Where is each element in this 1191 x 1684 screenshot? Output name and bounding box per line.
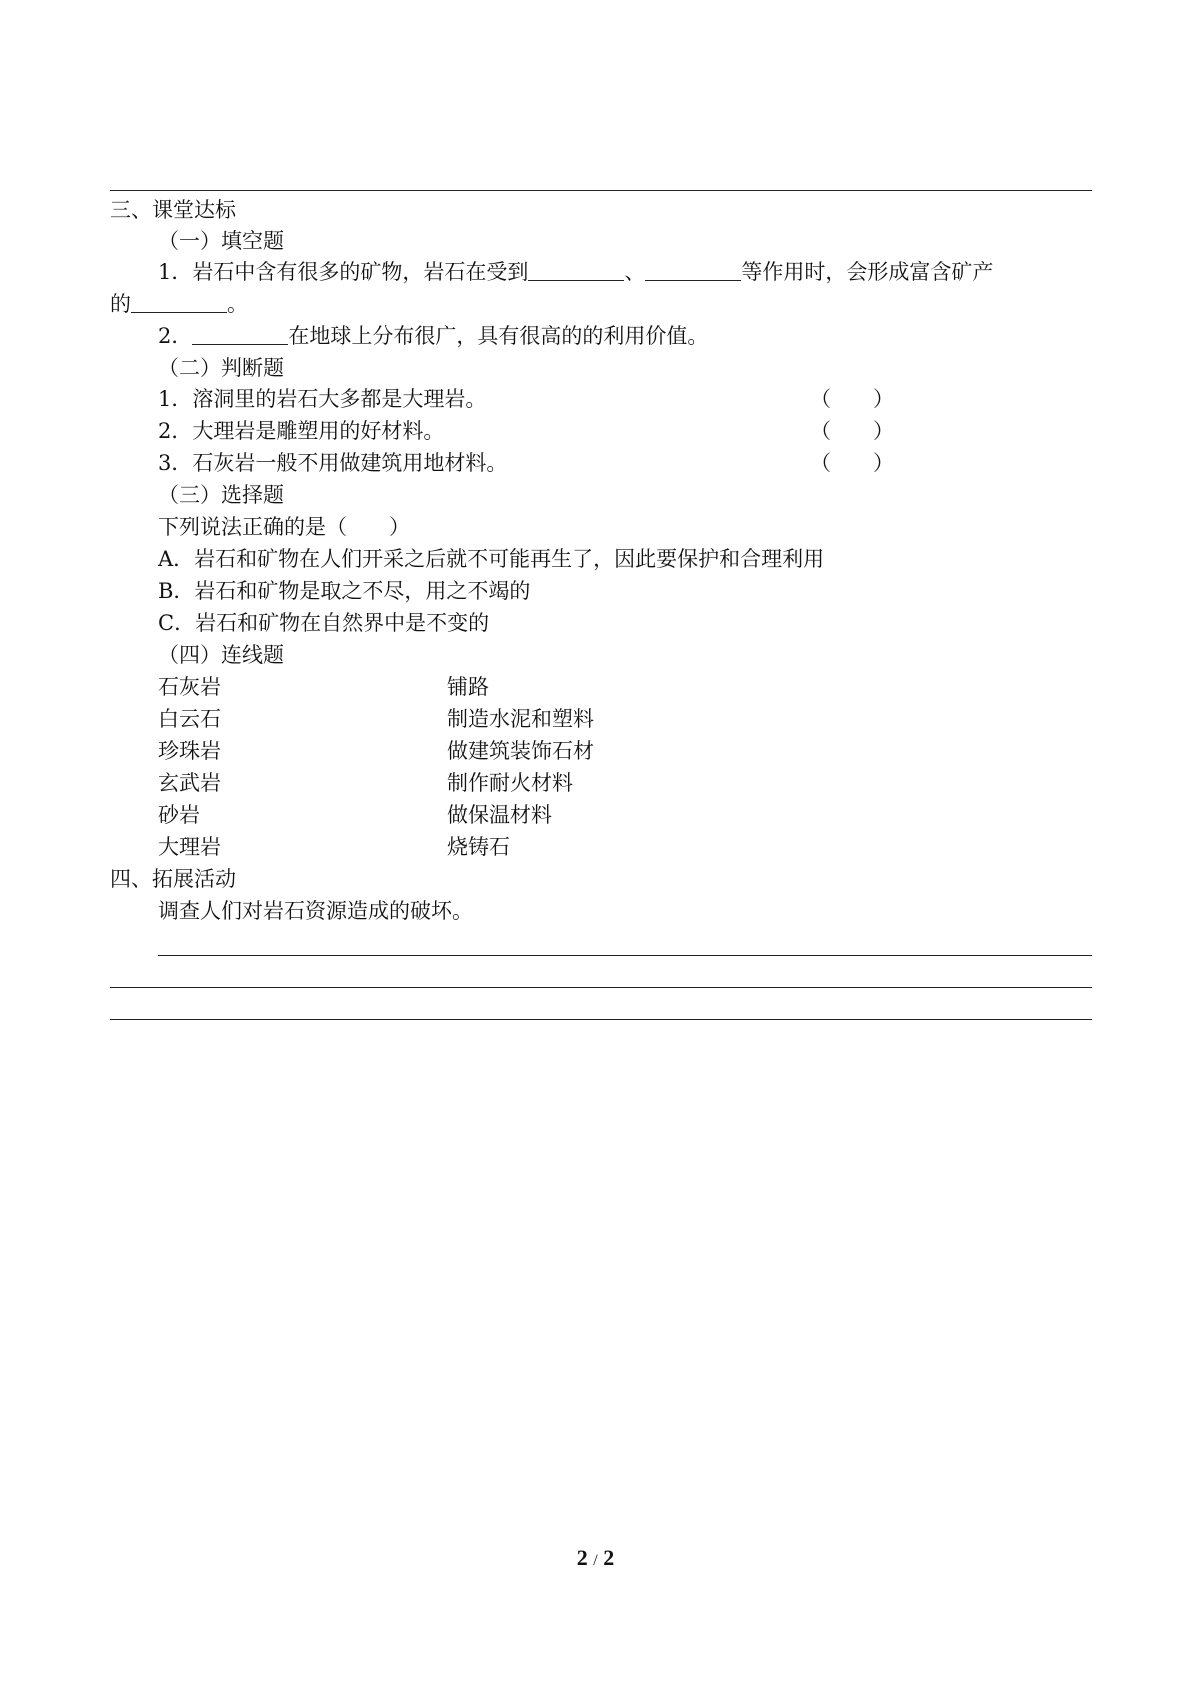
matching-rock: 大理岩 [158,835,221,859]
choice-heading: （三）选择题 [158,483,284,507]
fill-blank-heading: （一）填空题 [158,229,284,253]
fill-question-2 [158,322,708,350]
matching-rock: 砂岩 [158,803,200,827]
fill-q1-text-c: 的 [110,292,131,316]
choice-option-b: B．岩石和矿物是取之不尽，用之不竭的 [158,579,531,603]
answer-paren-1[interactable]: （ ） [810,387,894,411]
answer-paren-2[interactable]: （ ） [810,419,894,443]
fill-q1-blank-2[interactable] [645,258,741,281]
activity-task: 调查人们对岩石资源造成的破坏。 [158,899,473,923]
fill-q1-text-b: 等作用时，会形成富含矿产 [741,260,994,284]
true-false-item-1: 1．溶洞里的岩石大多都是大理岩。 [158,387,487,411]
matching-rock: 珍珠岩 [158,739,221,763]
fill-question-1 [158,258,993,286]
matching-use: 做建筑装饰石材 [447,739,594,763]
fill-q2-text: 在地球上分布很广，具有很高的的利用价值。 [288,324,709,348]
matching-use: 铺路 [447,675,489,699]
answer-line-1[interactable] [158,955,1092,956]
page-separator: / [593,1552,598,1569]
fill-question-1-cont [110,290,248,318]
true-false-heading: （二）判断题 [158,356,284,380]
matching-use: 制作耐火材料 [447,771,573,795]
fill-q2-blank[interactable] [192,322,288,345]
choice-option-a: A．岩石和矿物在人们开采之后就不可能再生了，因此要保护和合理利用 [158,547,825,571]
matching-rock: 白云石 [158,707,221,731]
top-answer-line [110,190,1092,191]
answer-line-3[interactable] [110,1019,1092,1020]
true-false-item-3: 3．石灰岩一般不用做建筑用地材料。 [158,451,508,475]
matching-use: 做保温材料 [447,803,552,827]
answer-paren-3[interactable]: （ ） [810,451,894,475]
total-pages: 2 [603,1545,615,1570]
page-number [0,1545,1191,1571]
answer-line-2[interactable] [110,987,1092,988]
section-3-title: 三、课堂达标 [110,198,236,222]
fill-q1-text-d: 。 [227,292,248,316]
fill-q1-blank-1[interactable] [528,258,624,281]
matching-rock: 石灰岩 [158,675,221,699]
true-false-item-2: 2．大理岩是雕塑用的好材料。 [158,419,445,443]
fill-q1-blank-3[interactable] [131,290,227,313]
matching-use: 制造水泥和塑料 [447,707,594,731]
matching-rock: 玄武岩 [158,771,221,795]
fill-q1-separator: 、 [624,260,646,284]
fill-q1-text-a: 1．岩石中含有很多的矿物，岩石在受到 [158,260,529,284]
matching-use: 烧铸石 [447,835,510,859]
choice-question: 下列说法正确的是（ ） [158,515,410,539]
section-4-title: 四、拓展活动 [110,867,236,891]
matching-heading: （四）连线题 [158,643,284,667]
fill-q2-number: 2． [158,324,193,348]
current-page: 2 [576,1545,588,1570]
choice-option-c: C．岩石和矿物在自然界中是不变的 [158,611,490,635]
